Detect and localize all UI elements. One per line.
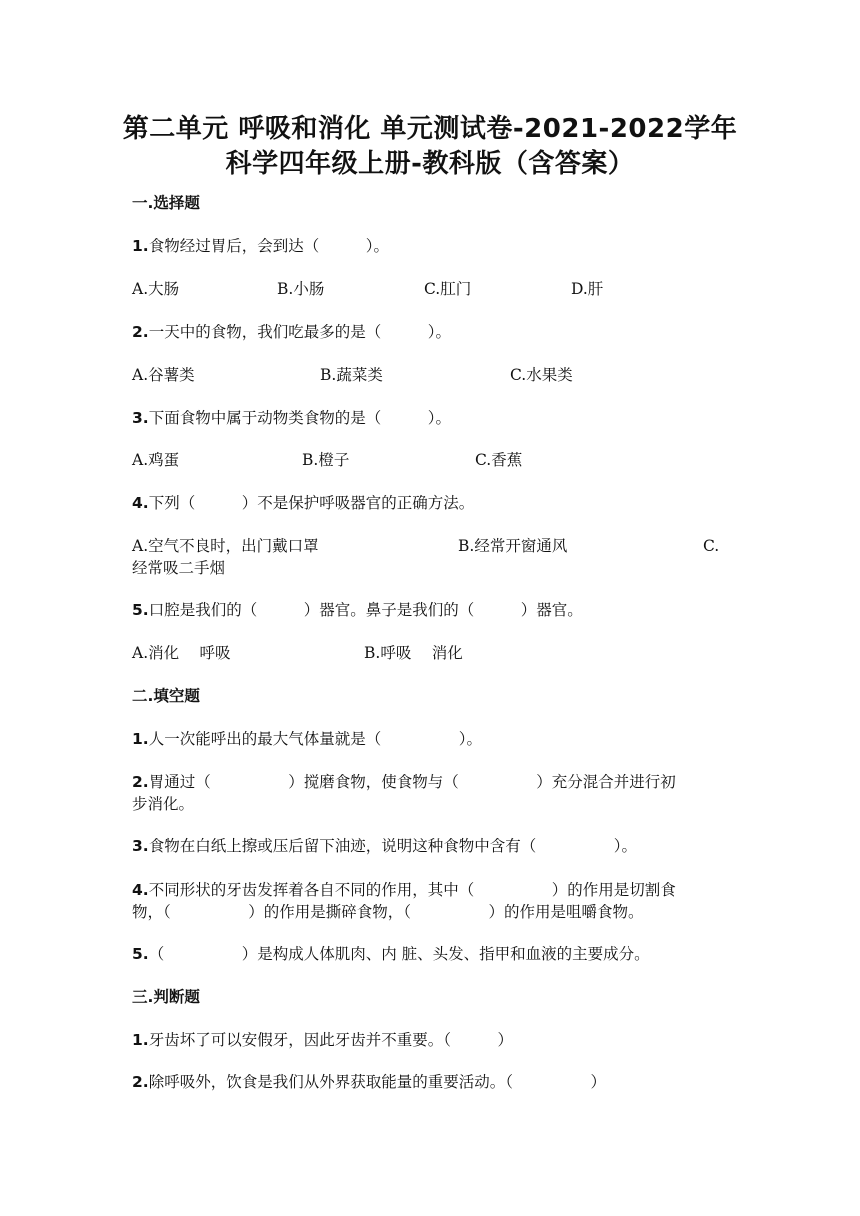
question-text: 一天中的食物，我们吃最多的是（ ）。 — [148, 323, 451, 341]
option-b: B.蔬菜类 — [320, 366, 383, 384]
option-d: D.肝 — [571, 280, 604, 298]
question-fill-3 — [132, 835, 637, 857]
question-text: 食物在白纸上擦或压后留下油迹，说明这种食物中含有（ ）。 — [148, 837, 637, 855]
question-fill-2-continued: 步消化。 — [132, 795, 195, 813]
question-text: 下面食物中属于动物类食物的是（ ）。 — [148, 409, 451, 427]
option-c: C.水果类 — [510, 366, 573, 384]
question-judge-2 — [132, 1071, 606, 1093]
option-a: A.空气不良时，出门戴口罩 — [132, 537, 319, 555]
question-text: 人一次能呼出的最大气体量就是（ ）。 — [148, 730, 482, 748]
question-choice-3 — [132, 407, 451, 429]
section-heading-fill-blank: 二.填空题 — [132, 687, 200, 705]
question-judge-1 — [132, 1029, 513, 1051]
question-number: 5. — [132, 945, 149, 963]
section-heading-choice: 一.选择题 — [132, 194, 200, 212]
option-a: A.大肠 — [132, 280, 180, 298]
question-number: 1. — [132, 1031, 149, 1049]
option-b: B.橙子 — [302, 451, 350, 469]
question-number: 2. — [132, 323, 149, 341]
option-b: B.经常开窗通风 — [458, 537, 568, 555]
option-a: A.消化 呼吸 — [132, 644, 231, 662]
document-title-line-2: 科学四年级上册-教科版（含答案） — [225, 149, 635, 179]
question-number: 5. — [132, 601, 149, 619]
question-choice-1 — [132, 235, 389, 257]
question-fill-5 — [132, 943, 650, 965]
question-fill-1 — [132, 728, 482, 750]
document-title-line-1: 第二单元 呼吸和消化 单元测试卷-2021-2022学年 — [122, 114, 738, 144]
question-number: 2. — [132, 1073, 149, 1091]
question-text: 不同形状的牙齿发挥着各自不同的作用，其中（ ）的作用是切割食 — [148, 881, 676, 899]
question-fill-2 — [132, 771, 676, 793]
question-fill-4-continued: 物，（ ）的作用是撕碎食物，（ ）的作用是咀嚼食物。 — [132, 903, 644, 921]
question-text: 胃通过（ ）搅磨食物，使食物与（ ）充分混合并进行初 — [148, 773, 676, 791]
section-heading-true-false: 三.判断题 — [132, 988, 200, 1006]
question-number: 2. — [132, 773, 149, 791]
question-choice-5 — [132, 599, 583, 621]
question-number: 3. — [132, 837, 149, 855]
option-c: C.肛门 — [424, 280, 472, 298]
question-number: 1. — [132, 730, 149, 748]
question-choice-4 — [132, 492, 474, 514]
question-number: 1. — [132, 237, 149, 255]
option-c: C.香蕉 — [475, 451, 523, 469]
question-text: 牙齿坏了可以安假牙，因此牙齿并不重要。（ ） — [148, 1031, 513, 1049]
option-c-text: 经常吸二手烟 — [132, 559, 226, 577]
question-choice-2 — [132, 321, 451, 343]
question-number: 4. — [132, 881, 149, 899]
option-c-label: C. — [703, 537, 720, 555]
question-text: （ ）是构成人体肌肉、内 脏、头发、指甲和血液的主要成分。 — [148, 945, 650, 963]
option-a: A.谷薯类 — [132, 366, 195, 384]
question-text: 下列（ ）不是保护呼吸器官的正确方法。 — [148, 494, 475, 512]
option-b: B.小肠 — [277, 280, 325, 298]
question-fill-4 — [132, 879, 676, 901]
question-text: 食物经过胃后，会到达（ ）。 — [148, 237, 389, 255]
question-number: 4. — [132, 494, 149, 512]
question-text: 口腔是我们的（ ）器官。鼻子是我们的（ ）器官。 — [148, 601, 583, 619]
option-b: B.呼吸 消化 — [364, 644, 463, 662]
option-a: A.鸡蛋 — [132, 451, 180, 469]
question-number: 3. — [132, 409, 149, 427]
question-text: 除呼吸外，饮食是我们从外界获取能量的重要活动。（ ） — [148, 1073, 606, 1091]
